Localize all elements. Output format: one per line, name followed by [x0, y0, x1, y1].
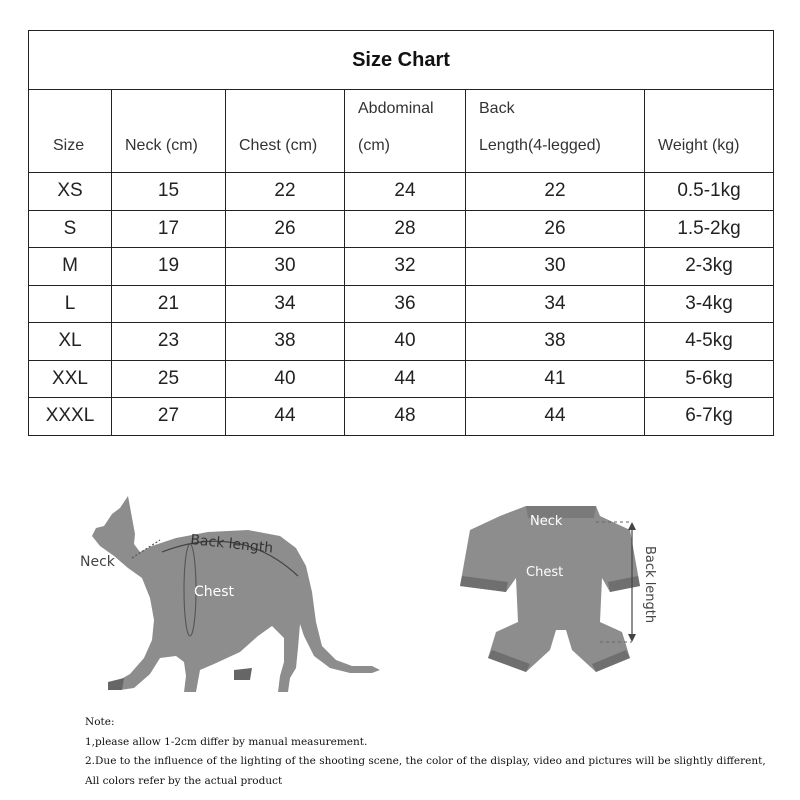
cell-neck: 23: [112, 323, 226, 361]
cell-back-length: 38: [466, 323, 645, 361]
garment-label-neck: Neck: [530, 514, 563, 529]
cell-size: L: [29, 285, 112, 323]
note-item: All colors refer by the actual product: [85, 774, 283, 787]
cell-weight: 6-7kg: [645, 398, 774, 436]
table-row: [29, 398, 774, 436]
cell-abdominal: 44: [345, 360, 466, 398]
cell-back-length: 41: [466, 360, 645, 398]
cell-back-length: 30: [466, 248, 645, 286]
cell-size: XL: [29, 323, 112, 361]
cat-silhouette: [80, 496, 380, 692]
cell-back-length: 22: [466, 173, 645, 211]
cell-weight: 5-6kg: [645, 360, 774, 398]
cell-weight: 3-4kg: [645, 285, 774, 323]
cell-size: M: [29, 248, 112, 286]
cell-chest: 26: [226, 210, 345, 248]
table-row: [29, 173, 774, 211]
table-row: [29, 248, 774, 286]
cell-chest: 30: [226, 248, 345, 286]
garment-label-back-length: Back length: [642, 546, 657, 624]
cell-abdominal: 48: [345, 398, 466, 436]
notes-heading: Note:: [85, 716, 115, 728]
cell-chest: 22: [226, 173, 345, 211]
cell-neck: 27: [112, 398, 226, 436]
cell-chest: 40: [226, 360, 345, 398]
note-item: 2.Due to the influence of the lighting of the shooting scene, the color of the display, video and pictures will be slightly different,: [85, 755, 766, 767]
cat-label-neck: Neck: [80, 554, 115, 570]
cell-back-length: 26: [466, 210, 645, 248]
cell-neck: 15: [112, 173, 226, 211]
cell-neck: 17: [112, 210, 226, 248]
cell-abdominal: 24: [345, 173, 466, 211]
note-item: 1,please allow 1-2cm differ by manual measurement.: [85, 735, 368, 748]
column-header-abdominal: Abdominal (cm): [345, 90, 466, 173]
cell-weight: 0.5-1kg: [645, 173, 774, 211]
cell-back-length: 44: [466, 398, 645, 436]
cell-neck: 19: [112, 248, 226, 286]
cell-abdominal: 28: [345, 210, 466, 248]
table-row: [29, 210, 774, 248]
cat-paw-front: [108, 678, 124, 690]
cat-body-shape: [92, 496, 380, 692]
cell-weight: 1.5-2kg: [645, 210, 774, 248]
cat-label-back-length: Back length: [189, 532, 274, 557]
table-title: Size Chart: [29, 31, 774, 90]
size-chart-table: [28, 30, 774, 436]
cell-weight: 2-3kg: [645, 248, 774, 286]
notes-section: [85, 713, 785, 791]
table-row: [29, 360, 774, 398]
garment-label-chest: Chest: [526, 565, 564, 580]
cell-chest: 38: [226, 323, 345, 361]
back-length-arrowhead-top: [628, 522, 636, 530]
cell-size: XS: [29, 173, 112, 211]
cell-chest: 34: [226, 285, 345, 323]
header-row: [29, 90, 774, 173]
cell-abdominal: 36: [345, 285, 466, 323]
cell-abdominal: 40: [345, 323, 466, 361]
column-header-weight: Weight (kg): [645, 90, 774, 173]
measurement-illustrations: [0, 470, 800, 710]
column-header-chest: Chest (cm): [226, 90, 345, 173]
cell-size: S: [29, 210, 112, 248]
garment-flatlay: [460, 506, 657, 672]
cell-size: XXXL: [29, 398, 112, 436]
cell-neck: 21: [112, 285, 226, 323]
column-header-back-length: Back Length(4-legged): [466, 90, 645, 173]
cell-back-length: 34: [466, 285, 645, 323]
cell-neck: 25: [112, 360, 226, 398]
cell-weight: 4-5kg: [645, 323, 774, 361]
table-row: [29, 323, 774, 361]
column-header-neck: Neck (cm): [112, 90, 226, 173]
cell-size: XXL: [29, 360, 112, 398]
column-header-size: Size: [29, 90, 112, 173]
table-row: [29, 285, 774, 323]
back-length-arrowhead-bottom: [628, 634, 636, 642]
cell-chest: 44: [226, 398, 345, 436]
cat-label-chest: Chest: [194, 584, 235, 600]
cell-abdominal: 32: [345, 248, 466, 286]
cat-paw-back: [234, 668, 252, 680]
